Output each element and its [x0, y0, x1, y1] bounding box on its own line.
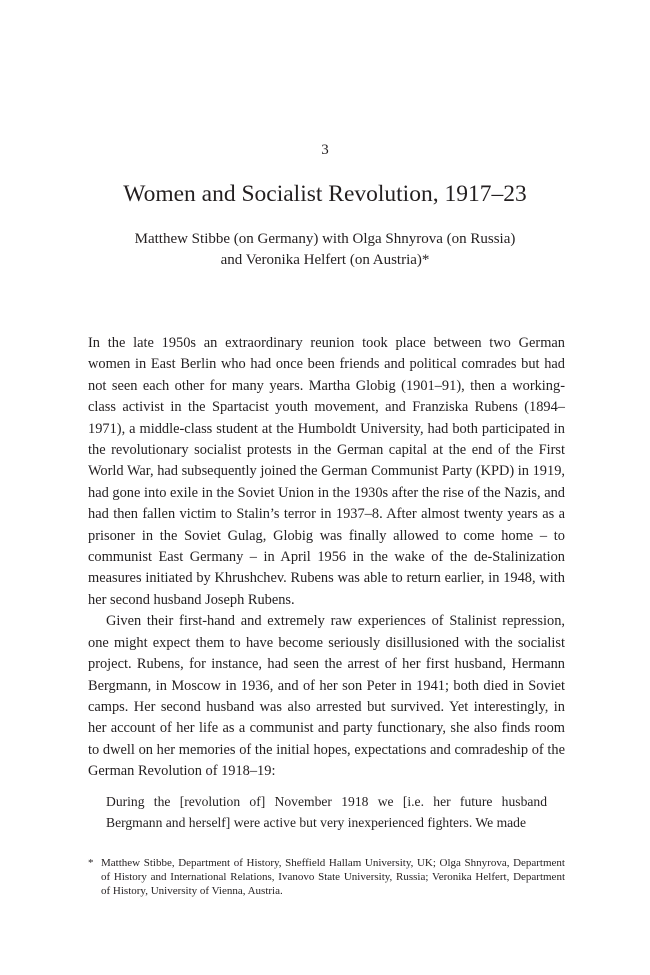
footnote-mark: *	[88, 857, 94, 869]
chapter-title: Women and Socialist Revolution, 1917–23	[123, 181, 527, 207]
footnote	[88, 856, 565, 898]
chapter-number: 3	[321, 142, 329, 158]
body-paragraph-1: In the late 1950s an extraordinary reunion took place between two German women in East Berlin who had once been friends and political comrades but had not seen each other for many years. Martha Globig (1901–91), then a working-class activist in the Spartacist youth movement, and Franziska Rubens (1894–1971), a middle-class student at the Humboldt University, had both participated in the revolutionary socialist protests in the German capital at the end of the First World War, had subsequently joined the German Communist Party (KPD) in 1919, had gone into exile in the Soviet Union in the 1930s after the rise of the Nazis, and had then fallen victim to Stalin’s terror in 1937–8. After almost twenty years as a prisoner in the Soviet Gulag, Globig was finally allowed to come home – to communist East Germany – in April 1956 in the wake of the de-Stalinization measures initiated by Khrushchev. Rubens was able to return earlier, in 1948, with her second husband Joseph Rubens.	[88, 335, 565, 608]
body-text	[88, 333, 565, 783]
authors-line-2: and Veronika Helfert (on Austria)*	[220, 252, 430, 268]
footnote-text: Matthew Stibbe, Department of History, Sheffield Hallam University, UK; Olga Shnyrova, Department of History and International Relations, Ivanovo State University, Russia; Veronika Helfert, Department of History, University of Vienna, Austria.	[101, 857, 565, 897]
chapter-authors	[0, 229, 650, 271]
body-paragraph-2: Given their first-hand and extremely raw experiences of Stalinist repression, one might expect them to have become seriously disillusioned with the socialist project. Rubens, for instance, had seen the arrest of her first husband, Hermann Bergmann, in Moscow in 1936, and of her son Peter in 1941; both died in Soviet camps. Her second husband was also arrested but survived. Yet interestingly, in her account of her life as a communist and party functionary, she also finds room to dwell on her memories of the initial hopes, expectations and comradeship of the German Revolution of 1918–19:	[88, 613, 565, 780]
block-quote: During the [revolution of] November 1918 we [i.e. her future husband Bergmann and herself] were active but very inexperienced fighters. We made	[106, 794, 547, 831]
authors-line-1: Matthew Stibbe (on Germany) with Olga Shnyrova (on Russia)	[134, 231, 516, 247]
